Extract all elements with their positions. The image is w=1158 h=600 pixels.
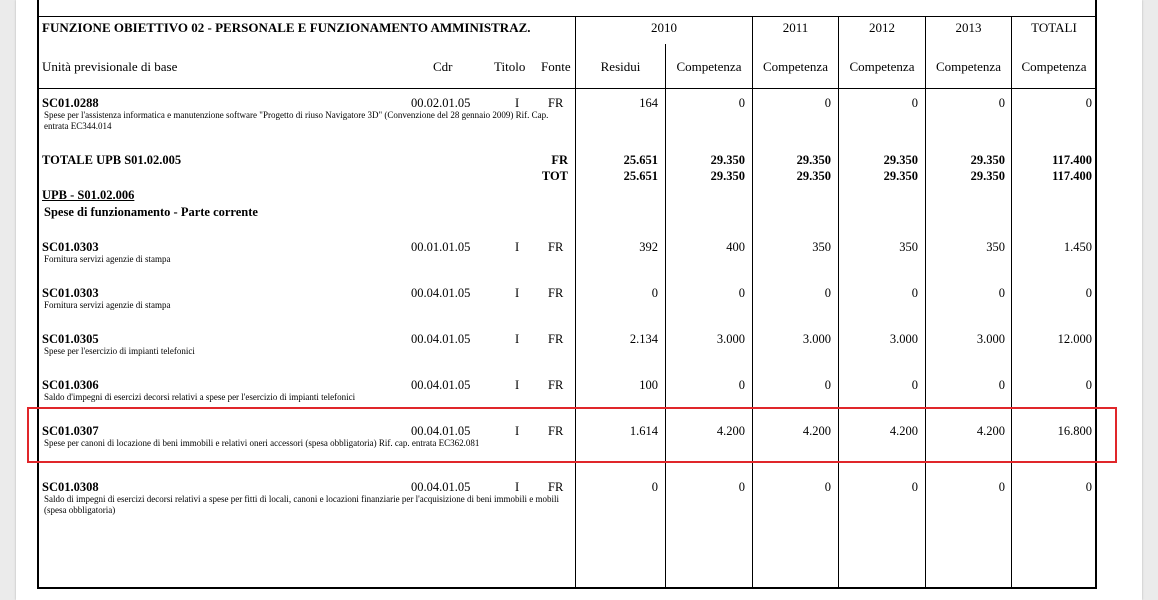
col-competenza-2013: Competenza bbox=[936, 59, 1001, 74]
col-divider-residui bbox=[665, 44, 666, 589]
header-top-rule bbox=[38, 16, 1096, 17]
highlight-box bbox=[27, 407, 1117, 463]
year-2013: 2013 bbox=[955, 20, 982, 35]
table-title: FUNZIONE OBIETTIVO 02 - PERSONALE E FUNZIONAMENTO AMMINISTRAZ. bbox=[42, 20, 531, 35]
col-cdr: Cdr bbox=[433, 59, 453, 74]
upb-code: UPB - S01.02.006 bbox=[42, 188, 135, 202]
col-competenza-2012: Competenza bbox=[849, 59, 915, 74]
totali-header: TOTALI bbox=[1031, 20, 1077, 35]
year-2011: 2011 bbox=[782, 20, 809, 35]
col-upb: Unità previsionale di base bbox=[42, 59, 178, 74]
upb-subtitle: Spese di funzionamento - Parte corrente bbox=[44, 205, 258, 219]
year-2012: 2012 bbox=[869, 20, 895, 35]
col-titolo: Titolo bbox=[494, 59, 526, 74]
year-2010: 2010 bbox=[651, 20, 677, 35]
col-residui: Residui bbox=[600, 59, 641, 74]
col-fonte: Fonte bbox=[541, 59, 571, 74]
col-competenza-2011: Competenza bbox=[763, 59, 828, 74]
col-competenza-totali: Competenza bbox=[1021, 59, 1087, 74]
header-bottom-rule bbox=[38, 88, 1096, 89]
col-competenza-2010: Competenza bbox=[676, 59, 742, 74]
